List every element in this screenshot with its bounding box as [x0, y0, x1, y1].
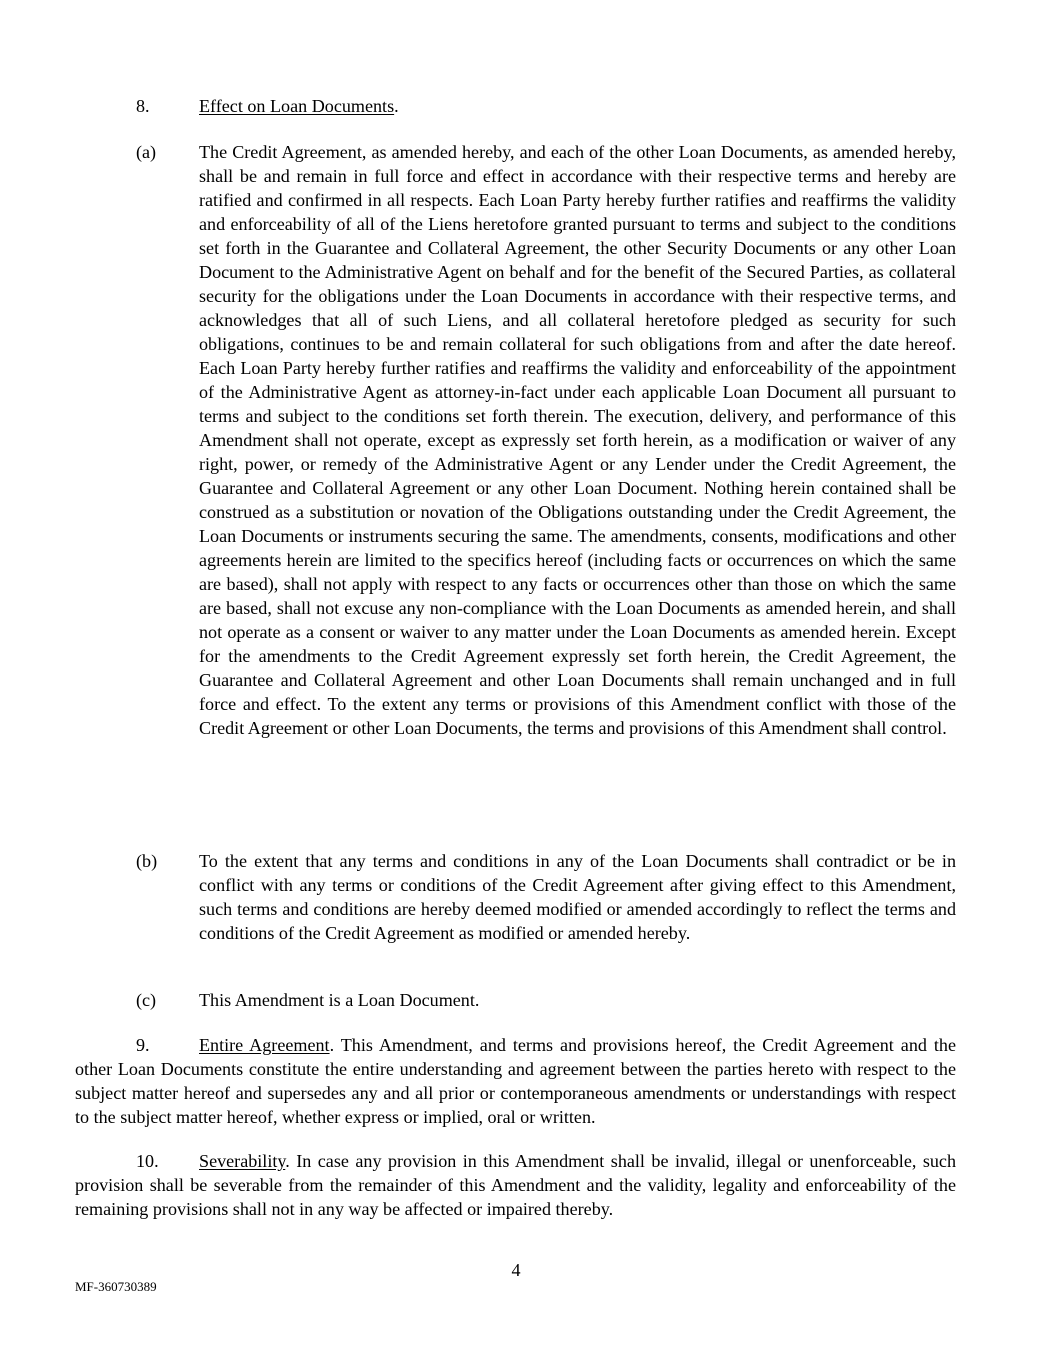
page-number: 4	[511, 1260, 521, 1280]
clause-b-text: To the extent that any terms and conditions in any of the Loan Documents shall contradict or be in conflict with any terms or conditions of the Credit Agreement after giving effect to this Amendment, such terms and conditions are hereby deemed modified or amended accordingly to reflect the terms and conditions of the Credit Agreement as modified or amended hereby.	[199, 851, 956, 943]
section-9-number: 9.	[136, 1035, 150, 1055]
section-10	[75, 1149, 956, 1221]
section-8-title-wrap	[199, 94, 399, 118]
section-8-title: Effect on Loan Documents	[199, 96, 395, 116]
document-code: MF-360730389	[75, 1279, 157, 1294]
section-10-text: . In case any provision in this Amendment shall be invalid, illegal or unenforceable, such provision shall be severable from the remainder of this Amendment and the validity, legality and enforceability of the remaining provisions shall not in any way be affected or impaired thereby.	[75, 1151, 956, 1219]
section-9-text: . This Amendment, and terms and provisions hereof, the Credit Agreement and the other Loan Documents constitute the entire understanding and agreement between the parties hereto with respect to the subject matter hereof and supersedes any and all prior or contemporaneous amendments or understandings with respect to the subject matter hereof, whether express or implied, oral or written.	[75, 1035, 956, 1127]
clause-a-text: The Credit Agreement, as amended hereby, and each of the other Loan Documents, as amended hereby, shall be and remain in full force and effect in accordance with their respective terms and hereby are ratified and confirmed in all respects. Each Loan Party hereby further ratifies and reaffirms the validity and enforceability of all of the Liens heretofore granted pursuant to terms and subject to the conditions set forth in the Guarantee and Collateral Agreement, the other Security Documents or any other Loan Document to the Administrative Agent on behalf and for the benefit of the Secured Parties, as collateral security for the obligations under the Loan Documents in accordance with their respective terms, and acknowledges that all of such Liens, and all collateral heretofore pledged as security for such obligations, continues to be and remain collateral for such obligations from and after the date hereof. Each Loan Party hereby further ratifies and reaffirms the validity and enforceability of the appointment of the Administrative Agent as attorney-in-fact under each applicable Loan Document all pursuant to terms and subject to the conditions set forth therein. The execution, delivery, and performance of this Amendment shall not operate, except as expressly set forth herein, as a modification or waiver of any right, power, or remedy of the Administrative Agent or any Lender under the Credit Agreement, the Guarantee and Collateral Agreement or any other Loan Document. Nothing herein contained shall be construed as a substitution or novation of the Obligations outstanding under the Credit Agreement, the Loan Documents or instruments securing the same. The amendments, consents, modifications and other agreements herein are limited to the specifics hereof (including facts or occurrences on which the same are based), shall not apply with respect to any facts or occurrences other than those on which the same are based, shall not excuse any non-compliance with the Loan Documents as amended herein, and shall not operate as a consent or waiver to any matter under the Loan Documents as amended herein. Except for the amendments to the Credit Agreement expressly set forth herein, the Credit Agreement, the Guarantee and Collateral Agreement and other Loan Documents shall remain unchanged and in full force and effect. To the extent any terms or provisions of this Amendment conflict with those of the Credit Agreement or other Loan Documents, the terms and provisions of this Amendment shall control.	[199, 142, 956, 738]
clause-c	[136, 988, 956, 1012]
clause-c-label: (c)	[136, 990, 157, 1010]
clause-c-text: This Amendment is a Loan Document.	[199, 990, 480, 1010]
clause-b	[136, 849, 956, 945]
section-8-number: 8.	[136, 96, 150, 116]
section-9-title: Entire Agreement	[199, 1035, 330, 1055]
section-9	[75, 1033, 956, 1129]
section-8-heading	[136, 94, 956, 118]
clause-a-label: (a)	[136, 142, 157, 162]
section-8-title-suffix: .	[394, 96, 399, 116]
section-10-title: Severability	[199, 1151, 286, 1171]
clause-a	[136, 140, 956, 740]
section-10-number: 10.	[136, 1151, 159, 1171]
clause-b-label: (b)	[136, 851, 158, 871]
